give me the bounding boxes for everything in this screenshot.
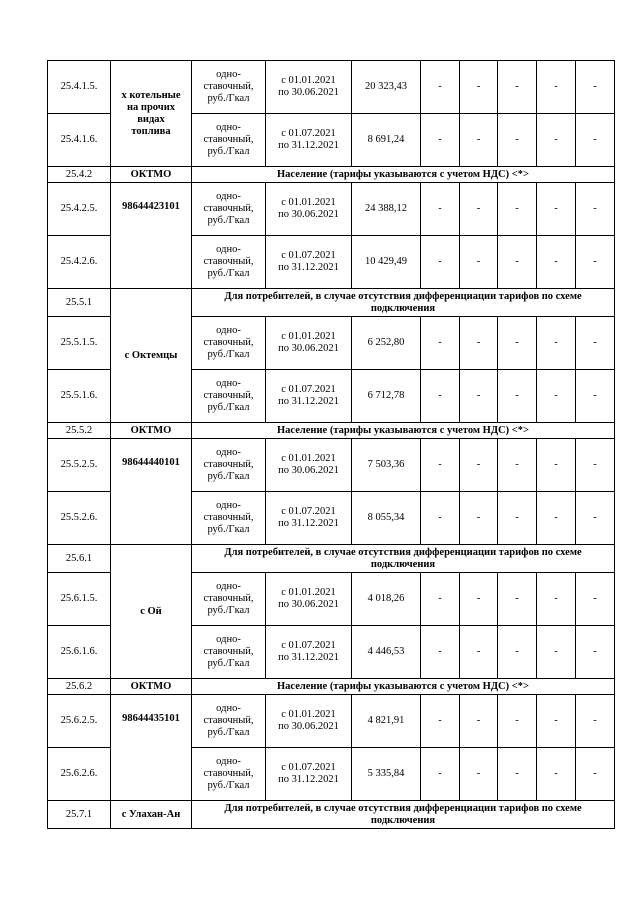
empty-value: - bbox=[460, 61, 498, 114]
empty-value: - bbox=[421, 183, 460, 236]
row-code: 25.4.2.6. bbox=[48, 236, 111, 289]
empty-value: - bbox=[460, 370, 498, 423]
row-code: 25.7.1 bbox=[48, 801, 111, 829]
empty-value: - bbox=[421, 370, 460, 423]
tariff-period: с 01.07.2021 по 31.12.2021 bbox=[266, 626, 352, 679]
empty-value: - bbox=[421, 61, 460, 114]
tariff-period: с 01.07.2021 по 31.12.2021 bbox=[266, 114, 352, 167]
location-name-line: на прочих bbox=[126, 101, 175, 113]
location-name-line: топлива bbox=[131, 125, 171, 137]
empty-value: - bbox=[460, 317, 498, 370]
tariff-period: с 01.07.2021 по 31.12.2021 bbox=[266, 492, 352, 545]
section-title: Население (тарифы указываются с учетом НДС) <*> bbox=[192, 423, 615, 439]
section-row bbox=[48, 167, 615, 183]
tariff-period: с 01.01.2021 по 30.06.2021 bbox=[266, 439, 352, 492]
section-row bbox=[48, 545, 615, 573]
section-row bbox=[48, 679, 615, 695]
location-name-line: х котельные bbox=[121, 89, 181, 101]
empty-value: - bbox=[421, 439, 460, 492]
tariff-period: с 01.01.2021 по 30.06.2021 bbox=[266, 317, 352, 370]
oktmo-code: 98644440101 bbox=[111, 439, 192, 545]
empty-value: - bbox=[576, 695, 615, 748]
tariff-value: 6 712,78 bbox=[352, 370, 421, 423]
tariff-value: 5 335,84 bbox=[352, 748, 421, 801]
section-title: Население (тарифы указываются с учетом НДС) <*> bbox=[192, 167, 615, 183]
row-code: 25.5.1 bbox=[48, 289, 111, 317]
empty-value: - bbox=[421, 114, 460, 167]
row-code: 25.5.2.6. bbox=[48, 492, 111, 545]
empty-value: - bbox=[537, 439, 576, 492]
oktmo-code: 98644423101 bbox=[111, 183, 192, 289]
empty-value: - bbox=[421, 626, 460, 679]
tariff-period: с 01.07.2021 по 31.12.2021 bbox=[266, 370, 352, 423]
row-code: 25.6.1.5. bbox=[48, 573, 111, 626]
oktmo-code: 98644435101 bbox=[111, 695, 192, 801]
empty-value: - bbox=[498, 626, 537, 679]
empty-value: - bbox=[421, 695, 460, 748]
tariff-value: 10 429,49 bbox=[352, 236, 421, 289]
section-row bbox=[48, 423, 615, 439]
row-code: 25.6.2 bbox=[48, 679, 111, 695]
row-code: 25.6.2.5. bbox=[48, 695, 111, 748]
row-code: 25.4.1.6. bbox=[48, 114, 111, 167]
empty-value: - bbox=[498, 492, 537, 545]
empty-value: - bbox=[421, 236, 460, 289]
empty-value: - bbox=[576, 748, 615, 801]
empty-value: - bbox=[460, 439, 498, 492]
empty-value: - bbox=[421, 573, 460, 626]
tariff-period: с 01.01.2021 по 30.06.2021 bbox=[266, 695, 352, 748]
row-code: 25.4.2.5. bbox=[48, 183, 111, 236]
tariff-type: одно- ставочный, руб./Гкал bbox=[192, 370, 266, 423]
tariff-type: одно- ставочный, руб./Гкал bbox=[192, 492, 266, 545]
row-code: 25.5.2.5. bbox=[48, 439, 111, 492]
table-row bbox=[48, 183, 615, 236]
location-name-line: видах bbox=[137, 113, 165, 125]
tariff-type: одно- ставочный, руб./Гкал bbox=[192, 183, 266, 236]
section-title: Для потребителей, в случае отсутствия дифференциации тарифов по схеме подключения bbox=[192, 801, 615, 829]
empty-value: - bbox=[537, 370, 576, 423]
empty-value: - bbox=[537, 61, 576, 114]
section-title: Население (тарифы указываются с учетом НДС) <*> bbox=[192, 679, 615, 695]
row-code: 25.5.2 bbox=[48, 423, 111, 439]
row-code: 25.5.1.5. bbox=[48, 317, 111, 370]
empty-value: - bbox=[576, 61, 615, 114]
table-row bbox=[48, 61, 615, 114]
tariff-value: 24 388,12 bbox=[352, 183, 421, 236]
empty-value: - bbox=[460, 573, 498, 626]
tariff-type: одно- ставочный, руб./Гкал bbox=[192, 439, 266, 492]
location-cell bbox=[111, 61, 192, 167]
empty-value: - bbox=[421, 492, 460, 545]
tariff-period: с 01.01.2021 по 30.06.2021 bbox=[266, 183, 352, 236]
empty-value: - bbox=[576, 439, 615, 492]
tariff-type: одно- ставочный, руб./Гкал bbox=[192, 573, 266, 626]
table-row bbox=[48, 439, 615, 492]
tariff-type: одно- ставочный, руб./Гкал bbox=[192, 236, 266, 289]
tariff-type: одно- ставочный, руб./Гкал bbox=[192, 695, 266, 748]
empty-value: - bbox=[421, 317, 460, 370]
tariff-period: с 01.07.2021 по 31.12.2021 bbox=[266, 236, 352, 289]
empty-value: - bbox=[460, 114, 498, 167]
empty-value: - bbox=[576, 626, 615, 679]
tariff-type: одно- ставочный, руб./Гкал bbox=[192, 61, 266, 114]
empty-value: - bbox=[576, 114, 615, 167]
tariff-value: 8 055,34 bbox=[352, 492, 421, 545]
empty-value: - bbox=[498, 236, 537, 289]
tariff-type: одно- ставочный, руб./Гкал bbox=[192, 748, 266, 801]
empty-value: - bbox=[421, 748, 460, 801]
section-row bbox=[48, 801, 615, 829]
empty-value: - bbox=[498, 748, 537, 801]
empty-value: - bbox=[498, 439, 537, 492]
tariff-value: 7 503,36 bbox=[352, 439, 421, 492]
row-code: 25.6.2.6. bbox=[48, 748, 111, 801]
empty-value: - bbox=[460, 492, 498, 545]
empty-value: - bbox=[576, 183, 615, 236]
tariff-type: одно- ставочный, руб./Гкал bbox=[192, 626, 266, 679]
tariff-type: одно- ставочный, руб./Гкал bbox=[192, 114, 266, 167]
section-title: Для потребителей, в случае отсутствия дифференциации тарифов по схеме подключения bbox=[192, 545, 615, 573]
empty-value: - bbox=[537, 183, 576, 236]
empty-value: - bbox=[537, 114, 576, 167]
table-row bbox=[48, 695, 615, 748]
empty-value: - bbox=[576, 236, 615, 289]
empty-value: - bbox=[460, 236, 498, 289]
oktmo-label: ОКТМО bbox=[111, 679, 192, 695]
tariff-table bbox=[47, 60, 615, 829]
row-code: 25.6.1.6. bbox=[48, 626, 111, 679]
empty-value: - bbox=[576, 317, 615, 370]
row-code: 25.5.1.6. bbox=[48, 370, 111, 423]
tariff-period: с 01.01.2021 по 30.06.2021 bbox=[266, 573, 352, 626]
location-name: с Октемцы bbox=[111, 289, 192, 423]
row-code: 25.6.1 bbox=[48, 545, 111, 573]
tariff-period: с 01.07.2021 по 31.12.2021 bbox=[266, 748, 352, 801]
empty-value: - bbox=[460, 626, 498, 679]
empty-value: - bbox=[498, 183, 537, 236]
empty-value: - bbox=[460, 183, 498, 236]
empty-value: - bbox=[498, 317, 537, 370]
empty-value: - bbox=[498, 695, 537, 748]
empty-value: - bbox=[537, 573, 576, 626]
tariff-value: 8 691,24 bbox=[352, 114, 421, 167]
empty-value: - bbox=[498, 61, 537, 114]
row-code: 25.4.1.5. bbox=[48, 61, 111, 114]
tariff-value: 4 018,26 bbox=[352, 573, 421, 626]
empty-value: - bbox=[537, 748, 576, 801]
empty-value: - bbox=[460, 695, 498, 748]
empty-value: - bbox=[576, 573, 615, 626]
empty-value: - bbox=[576, 370, 615, 423]
empty-value: - bbox=[498, 573, 537, 626]
empty-value: - bbox=[498, 370, 537, 423]
section-row bbox=[48, 289, 615, 317]
location-name: с Ой bbox=[111, 545, 192, 679]
empty-value: - bbox=[498, 114, 537, 167]
empty-value: - bbox=[576, 492, 615, 545]
tariff-period: с 01.01.2021 по 30.06.2021 bbox=[266, 61, 352, 114]
section-title: Для потребителей, в случае отсутствия дифференциации тарифов по схеме подключения bbox=[192, 289, 615, 317]
empty-value: - bbox=[460, 748, 498, 801]
tariff-value: 20 323,43 bbox=[352, 61, 421, 114]
location-name: с Улахан-Ан bbox=[111, 801, 192, 829]
empty-value: - bbox=[537, 626, 576, 679]
tariff-type: одно- ставочный, руб./Гкал bbox=[192, 317, 266, 370]
tariff-value: 4 446,53 bbox=[352, 626, 421, 679]
tariff-value: 6 252,80 bbox=[352, 317, 421, 370]
empty-value: - bbox=[537, 492, 576, 545]
empty-value: - bbox=[537, 236, 576, 289]
oktmo-label: ОКТМО bbox=[111, 423, 192, 439]
empty-value: - bbox=[537, 695, 576, 748]
empty-value: - bbox=[537, 317, 576, 370]
row-code: 25.4.2 bbox=[48, 167, 111, 183]
oktmo-label: ОКТМО bbox=[111, 167, 192, 183]
tariff-value: 4 821,91 bbox=[352, 695, 421, 748]
